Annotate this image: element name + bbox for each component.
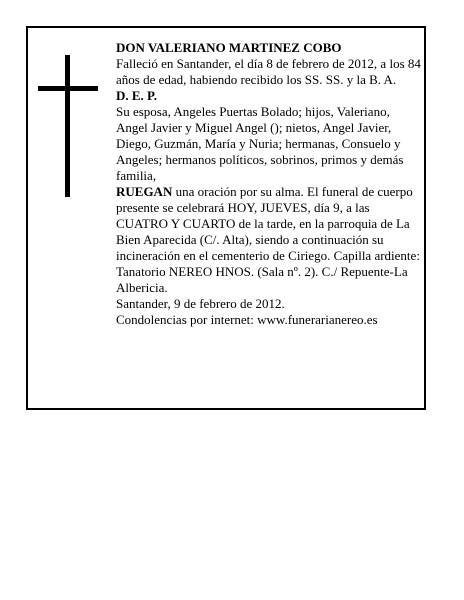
cross-icon (38, 55, 98, 197)
cross-vertical-bar (65, 55, 70, 197)
family-list: Su esposa, Angeles Puertas Bolado; hijos, Valeriano, Angel Javier y Miguel Angel (); nietos, Angel Javier, Diego, Guzmán, María y Nuria; hermanas, Consuelo y Angeles; hermanos políticos, sobrinos, primos y demás familia, (116, 104, 404, 183)
funeral-details: una oración por su alma. El funeral de cuerpo presente se celebrará HOY, JUEVES, día 9, a las CUATRO Y CUARTO de la tarde, en la parroquia de La Bien Aparecida (C/. Alta), siendo a continuación su incineración en el cementerio de Ciriego. Capilla ardiente: Tanatorio NEREO HNOS. (Sala nº. 2). C./ Repuente-La Albericia. (116, 184, 420, 295)
death-announcement: Falleció en Santander, el día 8 de febrero de 2012, a los 84 años de edad, habiendo recibido los SS. SS. y la B. A. (116, 56, 421, 87)
ruegan-label: RUEGAN (116, 184, 173, 199)
funeral-paragraph (116, 184, 422, 296)
cross-horizontal-bar (38, 86, 98, 91)
condolences-line: Condolencias por internet: www.funerarianereo.es (116, 312, 378, 327)
deceased-name: DON VALERIANO MARTINEZ COBO (116, 40, 342, 55)
obituary-text (116, 40, 422, 328)
date-line: Santander, 9 de febrero de 2012. (116, 296, 285, 311)
obituary-notice (26, 26, 426, 410)
rip-line: D. E. P. (116, 88, 158, 103)
